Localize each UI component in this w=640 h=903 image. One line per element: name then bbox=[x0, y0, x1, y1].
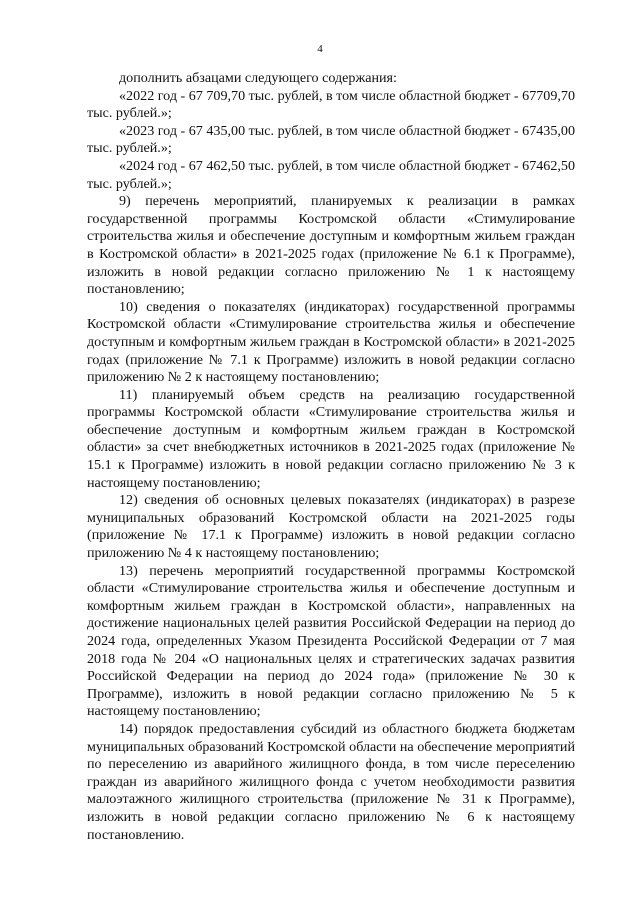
paragraph-2023: «2023 год - 67 435,00 тыс. рублей, в том числе областной бюджет - 67435,00 тыс. рублей.»; bbox=[87, 122, 575, 157]
paragraph-2024: «2024 год - 67 462,50 тыс. рублей, в том числе областной бюджет - 67462,50 тыс. рублей.»; bbox=[87, 157, 575, 192]
paragraph-item-12: 12) сведения об основных целевых показателях (индикаторах) в разрезе муниципальных образований Костромской области на 2021-2025 годы (приложение № 17.1 к Программе) изложить в новой редакции согласно приложению № 4 к настоящему постановлению; bbox=[87, 492, 575, 562]
paragraph-item-10: 10) сведения о показателях (индикаторах) государственной программы Костромской области «Стимулирование строительства жилья и обеспечение доступным и комфортным жильем граждан в Костромской области» в 2021-2025 годах (приложение № 7.1 к Программе) изложить в новой редакции согласно приложению № 2 к настоящему постановлению; bbox=[87, 298, 575, 386]
page-number: 4 bbox=[317, 43, 323, 55]
paragraph-2022: «2022 год - 67 709,70 тыс. рублей, в том числе областной бюджет - 67709,70 тыс. рублей.»; bbox=[87, 87, 575, 122]
paragraph-item-14: 14) порядок предоставления субсидий из областного бюджета бюджетам муниципальных образований Костромской области на обеспечение мероприятий по переселению из аварийного жилищного фонда, в том числе переселению граждан из аварийного жилищного фонда с учетом необходимости развития малоэтажного жилищного строительства (приложение № 31 к Программе), изложить в новой редакции согласно приложению № 6 к настоящему постановлению. bbox=[87, 720, 575, 843]
paragraph-intro: дополнить абзацами следующего содержания: bbox=[119, 70, 397, 86]
paragraph-item-9: 9) перечень мероприятий, планируемых к реализации в рамках государственной программы Костромской области «Стимулирование строительства жилья и обеспечение доступным и комфортным жильем граждан в Костромской области» в 2021-2025 годах (приложение № 6.1 к Программе), изложить в новой редакции согласно приложению № 1 к настоящему постановлению; bbox=[87, 193, 575, 298]
document-body bbox=[87, 70, 575, 844]
paragraph-item-13: 13) перечень мероприятий государственной программы Костромской области «Стимулирование строительства жилья и обеспечение доступным и комфортным жильем граждан в Костромской области», направленных на достижение национальных целей развития Российской Федерации на период до 2024 года, определенных Указом Президента Российской Федерации от 7 мая 2018 года № 204 «О национальных целях и стратегических задачах развития Российской Федерации на период до 2024 года» (приложение № 30 к Программе), изложить в новой редакции согласно приложению № 5 к настоящему постановлению; bbox=[87, 562, 575, 720]
paragraph-item-11: 11) планируемый объем средств на реализацию государственной программы Костромской области «Стимулирование строительства жилья и обеспечение доступным и комфортным жильем граждан в Костромской области» за счет внебюджетных источников в 2021-2025 годах (приложение № 15.1 к Программе) изложить в новой редакции согласно приложению № 3 к настоящему постановлению; bbox=[87, 386, 575, 491]
